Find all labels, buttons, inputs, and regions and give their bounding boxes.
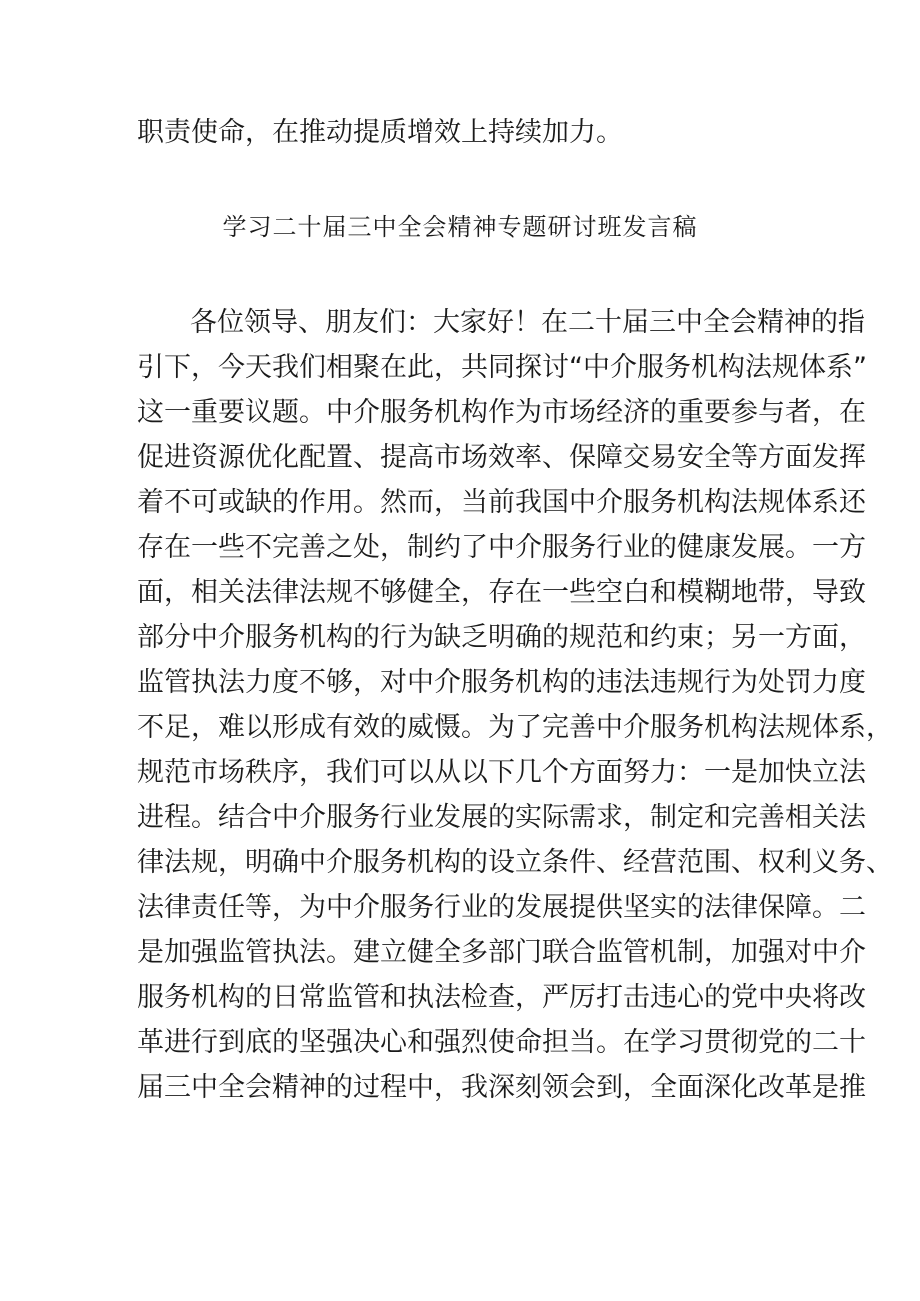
body-line: 不足，难以形成有效的威慑。为了完善中介服务机构法规体系，	[137, 712, 893, 743]
body-line: 监管执法力度不够，对中介服务机构的违法违规行为处罚力度	[137, 667, 866, 698]
body-line: 服务机构的日常监管和执法检查，严厉打击违心的党中央将改	[137, 982, 866, 1013]
body-line: 规范市场秩序，我们可以从以下几个方面努力：一是加快立法	[137, 757, 866, 788]
body-line: 革进行到底的坚强决心和强烈使命担当。在学习贯彻党的二十	[137, 1027, 866, 1058]
document-title: 学习二十届三中全会精神专题研讨班发言稿	[222, 213, 698, 241]
body-line: 面，相关法律法规不够健全，存在一些空白和模糊地带，导致	[137, 577, 866, 608]
continuation-paragraph-line: 职责使命，在推动提质增效上持续加力。	[137, 117, 623, 148]
body-line: 律法规，明确中介服务机构的设立条件、经营范围、权利义务、	[137, 847, 893, 878]
body-line: 着不可或缺的作用。然而，当前我国中介服务机构法规体系还	[137, 487, 866, 518]
body-line: 是加强监管执法。建立健全多部门联合监管机制，加强对中介	[137, 937, 866, 968]
body-line: 这一重要议题。中介服务机构作为市场经济的重要参与者，在	[137, 397, 866, 428]
body-line: 存在一些不完善之处，制约了中介服务行业的健康发展。一方	[137, 532, 866, 563]
body-line: 进程。结合中介服务行业发展的实际需求，制定和完善相关法	[137, 802, 866, 833]
body-line: 促进资源优化配置、提高市场效率、保障交易安全等方面发挥	[137, 442, 866, 473]
body-line: 部分中介服务机构的行为缺乏明确的规范和约束；另一方面，	[137, 622, 866, 653]
body-line: 各位领导、朋友们：大家好！在二十届三中全会精神的指	[190, 307, 865, 338]
body-line: 届三中全会精神的过程中，我深刻领会到，全面深化改革是推	[137, 1072, 866, 1103]
body-line: 法律责任等，为中介服务行业的发展提供坚实的法律保障。二	[137, 892, 866, 923]
body-line: 引下，今天我们相聚在此，共同探讨“中介服务机构法规体系”	[137, 352, 867, 383]
